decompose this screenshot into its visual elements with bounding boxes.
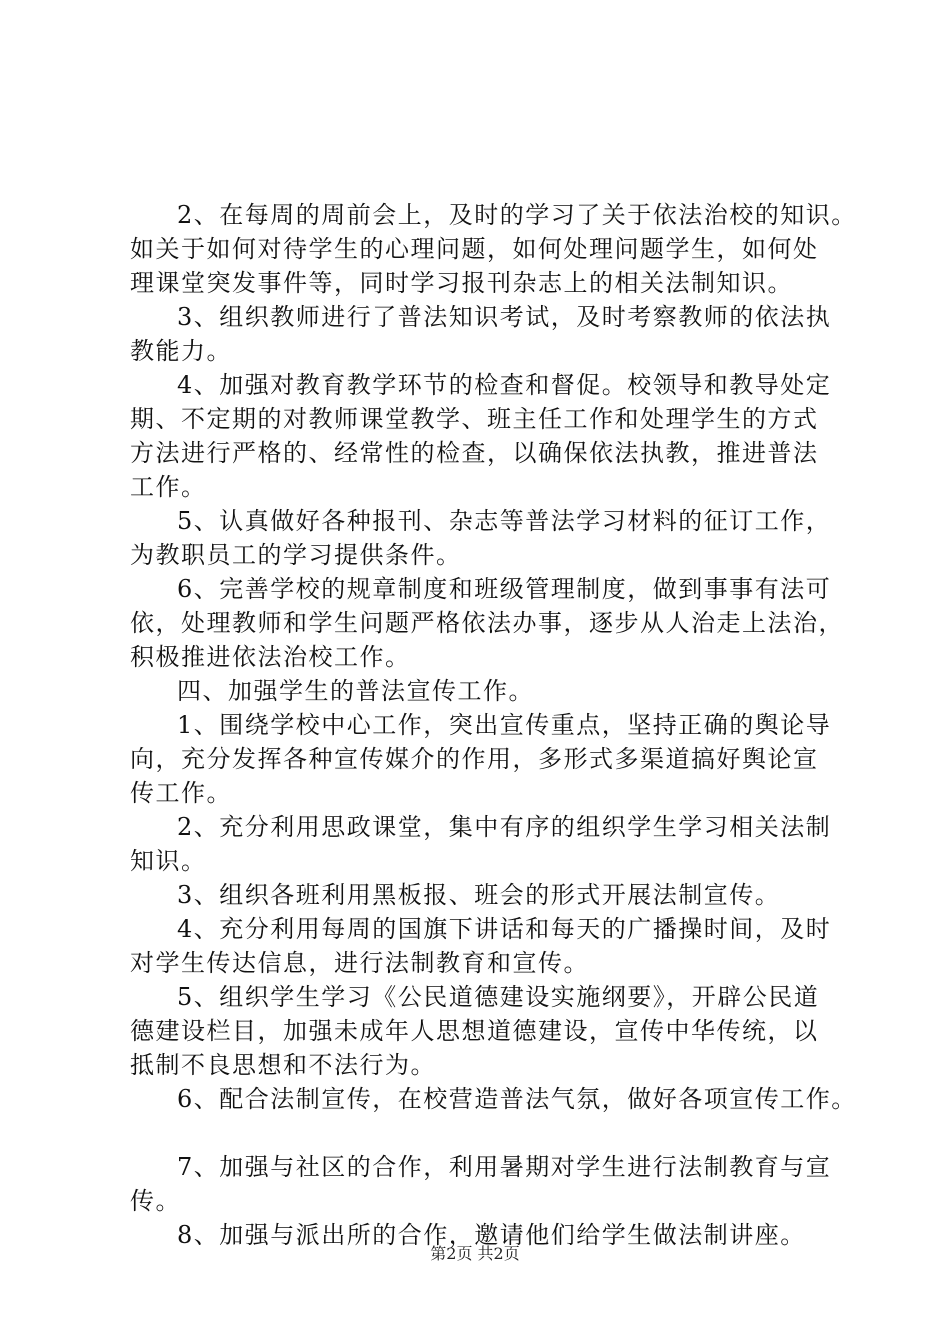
text-line: 向，充分发挥各种宣传媒介的作用，多形式多渠道搞好舆论宣	[130, 745, 819, 773]
section-heading: 四、加强学生的普法宣传工作。	[177, 677, 534, 705]
page-number-footer: 第2页 共2页	[430, 1244, 520, 1263]
text-line: 4、加强对教育教学环节的检查和督促。校领导和教导处定	[177, 371, 832, 399]
text-line: 传。	[130, 1187, 181, 1215]
text-line: 8、加强与派出所的合作，邀请他们给学生做法制讲座。	[177, 1221, 806, 1249]
text-line: 教能力。	[130, 337, 232, 365]
text-line: 5、组织学生学习《公民道德建设实施纲要》，开辟公民道	[177, 983, 820, 1011]
text-line: 抵制不良思想和不法行为。	[130, 1051, 436, 1079]
text-line: 期、不定期的对教师课堂教学、班主任工作和处理学生的方式	[130, 405, 819, 433]
text-line: 传工作。	[130, 779, 232, 807]
text-line: 1、围绕学校中心工作，突出宣传重点，坚持正确的舆论导	[177, 711, 832, 739]
text-line: 4、充分利用每周的国旗下讲话和每天的广播操时间，及时	[177, 915, 832, 943]
text-line: 方法进行严格的、经常性的检查，以确保依法执教，推进普法	[130, 439, 819, 467]
text-line: 知识。	[130, 847, 207, 875]
text-line: 德建设栏目，加强未成年人思想道德建设，宣传中华传统，以	[130, 1017, 819, 1045]
text-line: 如关于如何对待学生的心理问题，如何处理问题学生，如何处	[130, 235, 819, 263]
text-line: 为教职员工的学习提供条件。	[130, 541, 462, 569]
text-line: 对学生传达信息，进行法制教育和宣传。	[130, 949, 589, 977]
text-line: 2、在每周的周前会上，及时的学习了关于依法治校的知识。	[177, 201, 857, 229]
text-line: 6、完善学校的规章制度和班级管理制度，做到事事有法可	[177, 575, 832, 603]
text-line: 积极推进依法治校工作。	[130, 643, 411, 671]
text-line: 理课堂突发事件等，同时学习报刊杂志上的相关法制知识。	[130, 269, 793, 297]
text-line: 5、认真做好各种报刊、杂志等普法学习材料的征订工作，	[177, 507, 832, 535]
text-line: 3、组织各班利用黑板报、班会的形式开展法制宣传。	[177, 881, 781, 909]
text-line: 3、组织教师进行了普法知识考试，及时考察教师的依法执	[177, 303, 832, 331]
text-line: 工作。	[130, 473, 207, 501]
text-line: 7、加强与社区的合作，利用暑期对学生进行法制教育与宣	[177, 1153, 832, 1181]
text-line: 依，处理教师和学生问题严格依法办事，逐步从人治走上法治，	[130, 609, 844, 637]
text-line: 6、配合法制宣传，在校营造普法气氛，做好各项宣传工作。	[177, 1085, 857, 1113]
text-line: 2、充分利用思政课堂，集中有序的组织学生学习相关法制	[177, 813, 832, 841]
